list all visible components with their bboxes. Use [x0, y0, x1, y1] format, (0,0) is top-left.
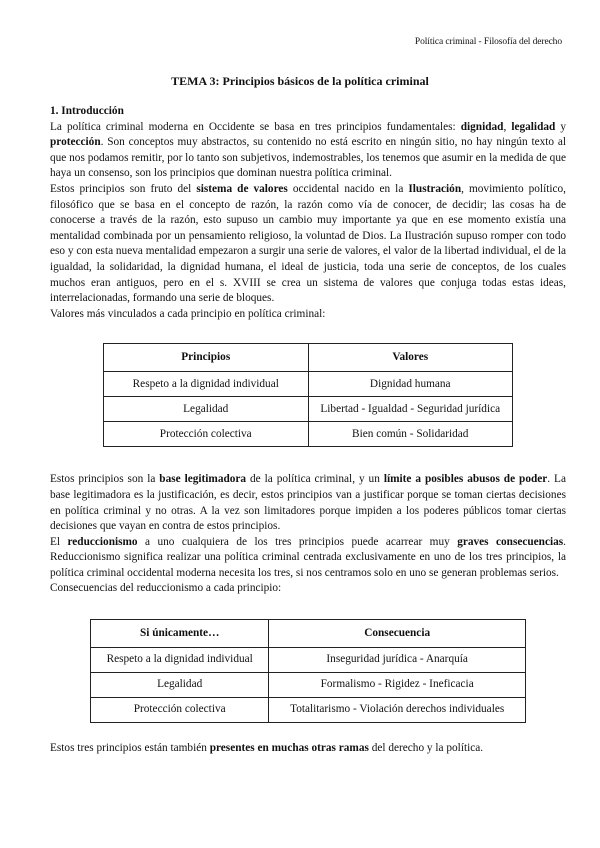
table-header-row — [104, 344, 513, 372]
table-header-cell: Valores — [308, 344, 513, 372]
table-header-cell: Consecuencia — [269, 620, 526, 648]
principles-values-table — [103, 343, 513, 447]
table-cell: Formalismo - Rigidez - Ineficacia — [269, 673, 526, 698]
table-cell: Protección colectiva — [91, 698, 269, 723]
paragraph-table2-caption: Consecuencias del reduccionismo a cada principio: — [50, 582, 282, 595]
paragraph-reductionism: El reduccionismo a uno cualquiera de los tres principios puede acarrear muy graves consecuencias. Reduccionismo significa realizar una política criminal centrada exclusivamente en uno de los tres principios, la política criminal occidental moderna necesita los tres, si nos centramos solo en uno se generan problemas serios. — [50, 535, 566, 579]
running-header: Política criminal - Filosofía del derecho — [414, 37, 562, 47]
paragraph-table1-caption: Valores más vinculados a cada principio en política criminal: — [50, 307, 326, 320]
table-cell: Totalitarismo - Violación derechos individuales — [269, 698, 526, 723]
table-row — [91, 698, 526, 723]
table-cell: Legalidad — [91, 673, 269, 698]
paragraph-values-system: Estos principios son fruto del sistema de valores occidental nacido en la Ilustración, movimiento político, filosófico que se basa en el concepto de razón, la razón como vía de conocer, de decidir; las cosas ha de conocerse a través de la razón, esto supuso un cambio muy importante ya que en ese momento existía una mentalidad combinada por un pensamiento religioso, la voluntad de Dios. La Ilustración supuso romper con todo eso y con esta nueva mentalidad empezaron a surgir una serie de valores, el valor de la libertad individual, el de la igualdad, la solidaridad, la dignidad humana, el ideal de justicia, toda una serie de conceptos, de los cuales muchos eran antiguos, pero en el s. XVIII se crea un sistema de valores que conjuga todas estas ideas, interrelacionadas, formando una serie de bloques. — [50, 182, 566, 305]
section-heading: 1. Introducción — [50, 105, 124, 117]
reductionism-consequences-table — [90, 619, 526, 723]
table-cell: Bien común - Solidaridad — [308, 422, 513, 447]
table-row — [91, 673, 526, 698]
table-cell: Respeto a la dignidad individual — [104, 372, 309, 397]
table-cell: Dignidad humana — [308, 372, 513, 397]
document-body — [50, 104, 566, 757]
table-header-cell: Principios — [104, 344, 309, 372]
table-cell: Libertad - Igualdad - Seguridad jurídica — [308, 397, 513, 422]
table-row — [91, 648, 526, 673]
table-row — [104, 372, 513, 397]
table-cell: Inseguridad jurídica - Anarquía — [269, 648, 526, 673]
table-row — [104, 397, 513, 422]
paragraph-intro: La política criminal moderna en Occidente se basa en tres principios fundamentales: dignidad, legalidad y protección. Son conceptos muy abstractos, su contenido no está escrito en ningún sitio, no hay ningún texto al que nos podamos remitir, por lo tanto son subjetivos, indemostrables, los tenemos que asumir en la medida de que haya un consenso, son los principios que dominan nuestra política criminal. — [50, 120, 567, 180]
document-title: TEMA 3: Principios básicos de la política criminal — [171, 74, 429, 88]
table-cell: Protección colectiva — [104, 422, 309, 447]
paragraph-closing: Estos tres principios están también presentes en muchas otras ramas del derecho y la política. — [50, 742, 484, 755]
table-cell: Legalidad — [104, 397, 309, 422]
paragraph-legitimizing-base: Estos principios son la base legitimadora de la política criminal, y un límite a posibles abusos de poder. La base legitimadora es la justificación, es decir, estos principios van a justificar porque se toman ciertas decisiones en política criminal y no otras. A la vez son limitadores porque impiden a los poderes públicos tomar ciertas decisiones que vayan en contra de estos principios. — [50, 473, 566, 533]
table-header-row — [91, 620, 526, 648]
table-header-cell: Si únicamente… — [91, 620, 269, 648]
table-row — [104, 422, 513, 447]
table-cell: Respeto a la dignidad individual — [91, 648, 269, 673]
